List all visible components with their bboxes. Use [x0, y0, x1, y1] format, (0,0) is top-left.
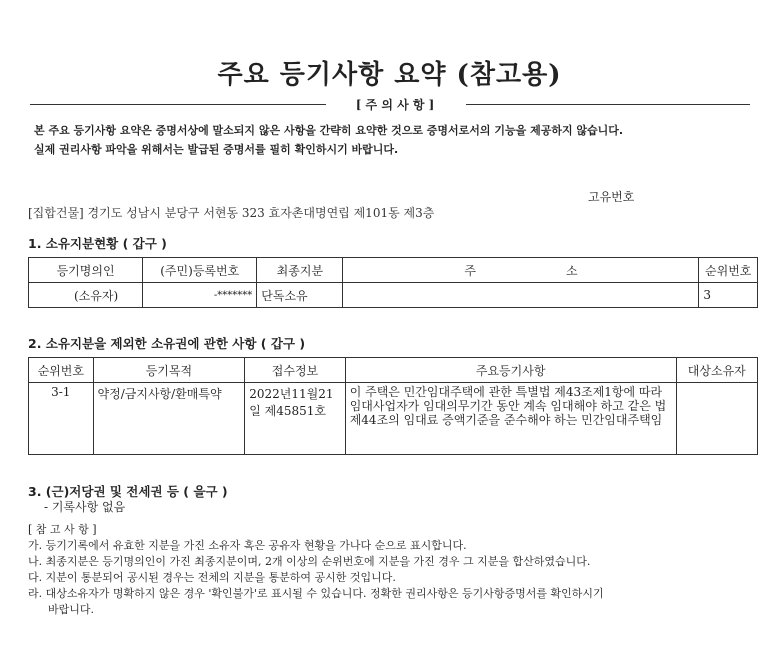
- notice-divider-left: [30, 104, 326, 105]
- reference-notes: [28, 522, 604, 618]
- unique-number-label: 고유번호: [588, 190, 635, 204]
- purpose-cell: 약정/금지사항/환매특약: [93, 383, 245, 455]
- building-address: [집합건물] 경기도 성남시 분당구 서현동 323 효자촌대명연립 제101동 제3층: [28, 206, 435, 220]
- detail-cell: 이 주택은 민간임대주택에 관한 특별법 제43조제1항에 따라 임대사업자가 임대의무기간 동안 계속 임대해야 하고 같은 법 제44조의 임대료 증액기준을 준수해야 하는 민간임대주택임: [345, 383, 676, 455]
- rank-cell: 3: [699, 283, 758, 308]
- col-rank: 순위번호: [699, 258, 758, 283]
- reference-note-item: 라. 대상소유자가 명확하지 않은 경우 '확인불가'로 표시될 수 있습니다. 정확한 권리사항은 등기사항증명서를 확인하시기: [28, 587, 604, 600]
- col-address-label-2: 소: [565, 263, 578, 278]
- col-final-share: 최종지분: [257, 258, 343, 283]
- col-purpose: 등기목적: [93, 358, 245, 383]
- notice-divider-right: [466, 104, 750, 105]
- reg-number-cell: -*******: [143, 283, 257, 308]
- table-header-row: [29, 358, 758, 383]
- receipt-cell: 2022년11월21일 제45851호: [245, 383, 345, 455]
- section3-title: 3. (근)저당권 및 전세권 등 ( 을구 ): [28, 484, 228, 499]
- section2-title: 2. 소유지분을 제외한 소유권에 관한 사항 ( 갑구 ): [28, 336, 306, 351]
- col-address-label-1: 주: [464, 263, 476, 278]
- target-owner-cell: [676, 383, 757, 455]
- reference-note-item: 가. 등기기록에서 유효한 지분을 가진 소유자 혹은 공유자 현황을 가나다 순으로 표시합니다.: [28, 539, 467, 552]
- reference-notes-heading: [ 참 고 사 항 ]: [28, 523, 97, 536]
- section3-content: - 기록사항 없음: [44, 500, 126, 514]
- col-owner-name: 등기명의인: [29, 258, 143, 283]
- col-address: [343, 258, 699, 283]
- reference-note-item: 나. 최종지분은 등기명의인이 가진 최종지분이며, 2개 이상의 순위번호에 지분을 가진 경우 그 지분을 합산하였습니다.: [28, 555, 591, 568]
- reference-note-item: 다. 지분이 통분되어 공시된 경우는 전체의 지분을 통분하여 공시한 것입니다.: [28, 571, 396, 584]
- rights-table: [28, 357, 758, 455]
- table-row: [29, 383, 758, 455]
- notice-line-2: 실제 권리사항 파악을 위해서는 발급된 증명서를 필히 확인하시기 바랍니다.: [34, 143, 399, 156]
- owner-name-cell: (소유자): [29, 283, 143, 308]
- ownership-table: [28, 257, 758, 308]
- col-rank: 순위번호: [29, 358, 94, 383]
- rank-cell: 3-1: [29, 383, 94, 455]
- col-target-owner: 대상소유자: [676, 358, 757, 383]
- share-cell: 단독소유: [257, 283, 343, 308]
- reference-note-item: 바랍니다.: [48, 603, 95, 616]
- address-cell: [343, 283, 699, 308]
- table-row: [29, 283, 758, 308]
- notice-heading: [ 주 의 사 항 ]: [330, 96, 460, 113]
- notice-line-1: 본 주요 등기사항 요약은 증명서상에 말소되지 않은 사항을 간략히 요약한 것으로 증명서로서의 기능을 제공하지 않습니다.: [34, 124, 624, 137]
- table-header-row: [29, 258, 758, 283]
- col-reg-number: (주민)등록번호: [143, 258, 257, 283]
- section1-title: 1. 소유지분현황 ( 갑구 ): [28, 236, 167, 251]
- col-detail: 주요등기사항: [345, 358, 676, 383]
- page-title: 주요 등기사항 요약 (참고용): [217, 60, 562, 90]
- col-receipt: 접수정보: [245, 358, 345, 383]
